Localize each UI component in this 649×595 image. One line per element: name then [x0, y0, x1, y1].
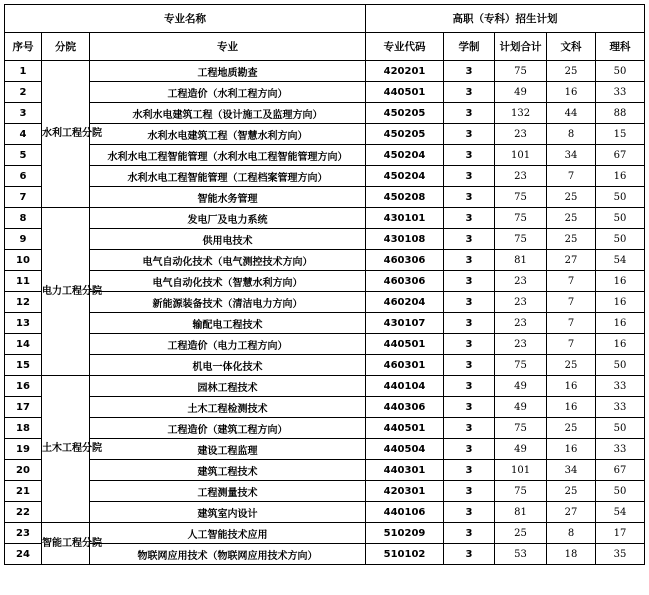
table-row: [5, 523, 645, 544]
arts-cell: 44: [547, 103, 596, 124]
code-cell: 460204: [366, 292, 444, 313]
arts-cell: 16: [547, 376, 596, 397]
years-cell: 3: [444, 397, 495, 418]
table-row: [5, 103, 645, 124]
seq-cell: 22: [5, 502, 42, 523]
years-cell: 3: [444, 124, 495, 145]
years-cell: 3: [444, 334, 495, 355]
code-cell: 430108: [366, 229, 444, 250]
total-cell: 75: [495, 187, 547, 208]
seq-cell: 14: [5, 334, 42, 355]
sci-cell: 54: [596, 502, 645, 523]
years-cell: 3: [444, 187, 495, 208]
code-cell: 460301: [366, 355, 444, 376]
table-row: [5, 82, 645, 103]
total-cell: 75: [495, 355, 547, 376]
major-cell: 工程地质勘查: [90, 61, 366, 82]
sci-cell: 33: [596, 439, 645, 460]
seq-cell: 3: [5, 103, 42, 124]
seq-cell: 7: [5, 187, 42, 208]
major-cell: 水利水电建筑工程（智慧水利方向）: [90, 124, 366, 145]
years-cell: 3: [444, 439, 495, 460]
seq-cell: 9: [5, 229, 42, 250]
seq-cell: 6: [5, 166, 42, 187]
seq-cell: 21: [5, 481, 42, 502]
seq-cell: 24: [5, 544, 42, 565]
seq-cell: 17: [5, 397, 42, 418]
code-cell: 440301: [366, 460, 444, 481]
arts-cell: 16: [547, 82, 596, 103]
seq-cell: 15: [5, 355, 42, 376]
sci-cell: 50: [596, 481, 645, 502]
code-cell: 450205: [366, 103, 444, 124]
table-row: [5, 187, 645, 208]
years-cell: 3: [444, 502, 495, 523]
sci-cell: 16: [596, 313, 645, 334]
total-cell: 75: [495, 418, 547, 439]
major-cell: 新能源装备技术（清洁电力方向）: [90, 292, 366, 313]
seq-cell: 10: [5, 250, 42, 271]
arts-cell: 8: [547, 124, 596, 145]
table-row: [5, 418, 645, 439]
arts-cell: 7: [547, 166, 596, 187]
years-cell: 3: [444, 313, 495, 334]
table-row: [5, 61, 645, 82]
major-cell: 智能水务管理: [90, 187, 366, 208]
table-row: [5, 250, 645, 271]
sci-cell: 50: [596, 418, 645, 439]
arts-cell: 7: [547, 271, 596, 292]
arts-cell: 7: [547, 292, 596, 313]
col-header-code: 专业代码: [366, 33, 444, 61]
table-row: [5, 397, 645, 418]
arts-cell: 7: [547, 313, 596, 334]
code-cell: 510209: [366, 523, 444, 544]
header-row-columns: [5, 33, 645, 61]
major-cell: 输配电工程技术: [90, 313, 366, 334]
table-row: [5, 229, 645, 250]
major-cell: 发电厂及电力系统: [90, 208, 366, 229]
code-cell: 430101: [366, 208, 444, 229]
major-cell: 工程造价（水利工程方向）: [90, 82, 366, 103]
years-cell: 3: [444, 145, 495, 166]
seq-cell: 19: [5, 439, 42, 460]
seq-cell: 2: [5, 82, 42, 103]
total-cell: 101: [495, 460, 547, 481]
total-cell: 101: [495, 145, 547, 166]
sci-cell: 50: [596, 229, 645, 250]
total-cell: 75: [495, 208, 547, 229]
major-cell: 建设工程监理: [90, 439, 366, 460]
table-row: [5, 208, 645, 229]
years-cell: 3: [444, 418, 495, 439]
enrollment-plan-table: [4, 4, 645, 565]
col-header-sci: 理科: [596, 33, 645, 61]
sci-cell: 17: [596, 523, 645, 544]
table-body: [5, 61, 645, 565]
col-header-years: 学制: [444, 33, 495, 61]
total-cell: 81: [495, 250, 547, 271]
col-header-arts: 文科: [547, 33, 596, 61]
major-cell: 园林工程技术: [90, 376, 366, 397]
arts-cell: 7: [547, 334, 596, 355]
seq-cell: 18: [5, 418, 42, 439]
col-header-major: 专业: [90, 33, 366, 61]
col-header-seq: 序号: [5, 33, 42, 61]
code-cell: 440106: [366, 502, 444, 523]
total-cell: 49: [495, 376, 547, 397]
sci-cell: 16: [596, 292, 645, 313]
table-row: [5, 313, 645, 334]
code-cell: 440501: [366, 334, 444, 355]
arts-cell: 18: [547, 544, 596, 565]
total-cell: 23: [495, 292, 547, 313]
major-cell: 机电一体化技术: [90, 355, 366, 376]
total-cell: 25: [495, 523, 547, 544]
sci-cell: 54: [596, 250, 645, 271]
major-cell: 人工智能技术应用: [90, 523, 366, 544]
total-cell: 75: [495, 229, 547, 250]
sci-cell: 50: [596, 187, 645, 208]
code-cell: 450205: [366, 124, 444, 145]
col-header-dept: 分院: [42, 33, 90, 61]
years-cell: 3: [444, 229, 495, 250]
years-cell: 3: [444, 103, 495, 124]
table-row: [5, 334, 645, 355]
years-cell: 3: [444, 481, 495, 502]
years-cell: 3: [444, 376, 495, 397]
major-cell: 建筑室内设计: [90, 502, 366, 523]
years-cell: 3: [444, 82, 495, 103]
code-cell: 460306: [366, 271, 444, 292]
years-cell: 3: [444, 523, 495, 544]
arts-cell: 27: [547, 502, 596, 523]
major-cell: 物联网应用技术（物联网应用技术方向）: [90, 544, 366, 565]
seq-cell: 5: [5, 145, 42, 166]
code-cell: 420201: [366, 61, 444, 82]
department-cell: 土木工程分院: [42, 376, 90, 523]
seq-cell: 8: [5, 208, 42, 229]
major-cell: 工程造价（电力工程方向）: [90, 334, 366, 355]
total-cell: 49: [495, 397, 547, 418]
total-cell: 132: [495, 103, 547, 124]
total-cell: 75: [495, 61, 547, 82]
arts-cell: 16: [547, 397, 596, 418]
seq-cell: 1: [5, 61, 42, 82]
years-cell: 3: [444, 544, 495, 565]
arts-cell: 16: [547, 439, 596, 460]
major-cell: 供用电技术: [90, 229, 366, 250]
table-row: [5, 481, 645, 502]
table-row: [5, 166, 645, 187]
code-cell: 450204: [366, 145, 444, 166]
seq-cell: 11: [5, 271, 42, 292]
sci-cell: 33: [596, 376, 645, 397]
sci-cell: 33: [596, 82, 645, 103]
total-cell: 49: [495, 439, 547, 460]
years-cell: 3: [444, 208, 495, 229]
years-cell: 3: [444, 292, 495, 313]
sci-cell: 67: [596, 460, 645, 481]
code-cell: 440501: [366, 418, 444, 439]
department-cell: 水利工程分院: [42, 61, 90, 208]
sci-cell: 15: [596, 124, 645, 145]
years-cell: 3: [444, 460, 495, 481]
code-cell: 430107: [366, 313, 444, 334]
years-cell: 3: [444, 250, 495, 271]
major-cell: 电气自动化技术（电气测控技术方向）: [90, 250, 366, 271]
header-plan-group: 高职（专科）招生计划: [366, 5, 645, 33]
arts-cell: 25: [547, 208, 596, 229]
total-cell: 23: [495, 166, 547, 187]
arts-cell: 25: [547, 355, 596, 376]
total-cell: 23: [495, 313, 547, 334]
code-cell: 460306: [366, 250, 444, 271]
major-cell: 水利水电工程智能管理（工程档案管理方向）: [90, 166, 366, 187]
code-cell: 450208: [366, 187, 444, 208]
header-row-group: [5, 5, 645, 33]
department-cell: 电力工程分院: [42, 208, 90, 376]
total-cell: 53: [495, 544, 547, 565]
arts-cell: 34: [547, 145, 596, 166]
table-row: [5, 460, 645, 481]
total-cell: 23: [495, 271, 547, 292]
arts-cell: 25: [547, 481, 596, 502]
department-cell: 智能工程分院: [42, 523, 90, 565]
years-cell: 3: [444, 271, 495, 292]
sci-cell: 67: [596, 145, 645, 166]
sci-cell: 16: [596, 271, 645, 292]
code-cell: 420301: [366, 481, 444, 502]
header-major-group: 专业名称: [5, 5, 366, 33]
seq-cell: 16: [5, 376, 42, 397]
code-cell: 450204: [366, 166, 444, 187]
years-cell: 3: [444, 166, 495, 187]
code-cell: 440104: [366, 376, 444, 397]
table-row: [5, 355, 645, 376]
total-cell: 75: [495, 481, 547, 502]
code-cell: 440501: [366, 82, 444, 103]
sci-cell: 33: [596, 397, 645, 418]
total-cell: 49: [495, 82, 547, 103]
arts-cell: 27: [547, 250, 596, 271]
major-cell: 土木工程检测技术: [90, 397, 366, 418]
seq-cell: 23: [5, 523, 42, 544]
sci-cell: 50: [596, 355, 645, 376]
sci-cell: 35: [596, 544, 645, 565]
total-cell: 23: [495, 334, 547, 355]
arts-cell: 8: [547, 523, 596, 544]
years-cell: 3: [444, 355, 495, 376]
major-cell: 工程造价（建筑工程方向）: [90, 418, 366, 439]
total-cell: 81: [495, 502, 547, 523]
seq-cell: 12: [5, 292, 42, 313]
sci-cell: 88: [596, 103, 645, 124]
sci-cell: 16: [596, 166, 645, 187]
major-cell: 电气自动化技术（智慧水利方向）: [90, 271, 366, 292]
arts-cell: 25: [547, 61, 596, 82]
arts-cell: 34: [547, 460, 596, 481]
seq-cell: 20: [5, 460, 42, 481]
arts-cell: 25: [547, 229, 596, 250]
table-row: [5, 376, 645, 397]
arts-cell: 25: [547, 187, 596, 208]
major-cell: 工程测量技术: [90, 481, 366, 502]
major-cell: 水利水电工程智能管理（水利水电工程智能管理方向）: [90, 145, 366, 166]
arts-cell: 25: [547, 418, 596, 439]
seq-cell: 4: [5, 124, 42, 145]
col-header-total: 计划合计: [495, 33, 547, 61]
major-cell: 水利水电建筑工程（设计施工及监理方向）: [90, 103, 366, 124]
sci-cell: 16: [596, 334, 645, 355]
code-cell: 510102: [366, 544, 444, 565]
code-cell: 440504: [366, 439, 444, 460]
sci-cell: 50: [596, 61, 645, 82]
major-cell: 建筑工程技术: [90, 460, 366, 481]
table-row: [5, 502, 645, 523]
code-cell: 440306: [366, 397, 444, 418]
seq-cell: 13: [5, 313, 42, 334]
total-cell: 23: [495, 124, 547, 145]
years-cell: 3: [444, 61, 495, 82]
sci-cell: 50: [596, 208, 645, 229]
table-row: [5, 145, 645, 166]
